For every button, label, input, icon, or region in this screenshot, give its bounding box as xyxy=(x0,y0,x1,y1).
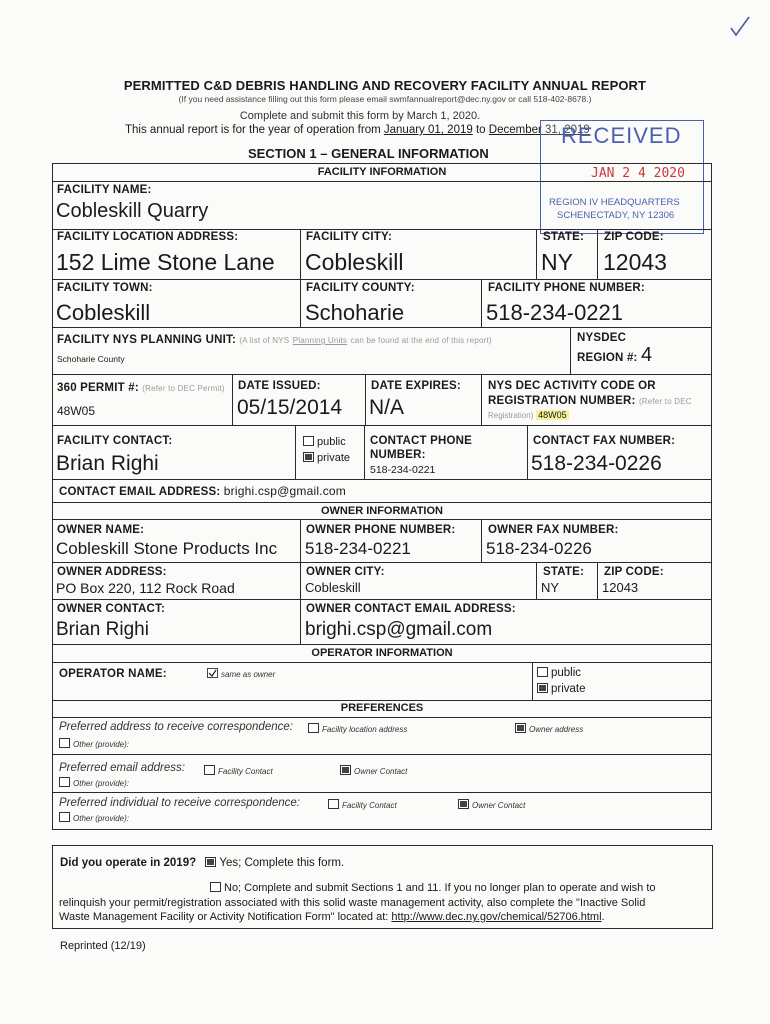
owner-state-label: STATE: xyxy=(543,566,585,578)
owner-contact-label: OWNER CONTACT: xyxy=(57,603,165,615)
operator-public-option[interactable] xyxy=(537,667,581,679)
same-as-owner-label: same as owner xyxy=(221,670,276,679)
operate-end: . xyxy=(601,911,605,923)
operator-public-label: public xyxy=(551,667,582,679)
activity-label-text: REGISTRATION NUMBER: xyxy=(488,395,636,407)
contact-private-option[interactable] xyxy=(303,452,350,464)
facility-address-label: FACILITY LOCATION ADDRESS: xyxy=(57,231,239,243)
year-prefix: This annual report is for the year of operation from xyxy=(125,124,381,136)
owner-address-label: OWNER ADDRESS: xyxy=(57,566,167,578)
pref-email-question: Preferred email address: xyxy=(59,762,185,774)
pref-individual-other[interactable] xyxy=(59,812,129,823)
pref-address-facility[interactable] xyxy=(308,723,407,734)
pref-address-facility-checkbox[interactable] xyxy=(308,723,319,733)
operate-no-line2: relinquish your permit/registration associated with this solid waste management activity, also complete the "Inactive Solid xyxy=(59,897,646,909)
issued-label: DATE ISSUED: xyxy=(238,380,321,392)
operate-no-checkbox[interactable] xyxy=(210,882,221,892)
facility-zip-label: ZIP CODE: xyxy=(604,231,664,243)
operate-yes-checkbox[interactable] xyxy=(205,857,216,867)
activity-label-2 xyxy=(488,395,692,407)
pref-address-owner[interactable] xyxy=(515,723,583,734)
facility-phone-value: 518-234-0221 xyxy=(486,300,624,325)
region-label-2: REGION #: xyxy=(577,352,638,364)
contact-fax-value: 518-234-0226 xyxy=(531,452,662,475)
pref-address-other-label: Other (provide): xyxy=(73,740,130,749)
activity-label-1: NYS DEC ACTIVITY CODE OR xyxy=(488,380,656,392)
operator-band: OPERATOR INFORMATION xyxy=(311,647,453,659)
facility-address-value: 152 Lime Stone Lane xyxy=(56,249,275,275)
planning-unit-label-text: FACILITY NYS PLANNING UNIT: xyxy=(57,334,236,346)
activity-hint-b: Registration) xyxy=(488,411,534,420)
contact-email-value: brighi.csp@gmail.com xyxy=(223,484,346,498)
operate-no-line3-row xyxy=(59,911,605,923)
pref-email-facility-label: Facility Contact xyxy=(218,767,273,776)
pref-individual-facility-checkbox[interactable] xyxy=(328,799,339,809)
facility-name-label: FACILITY NAME: xyxy=(57,184,152,196)
contact-public-option[interactable] xyxy=(303,436,346,448)
preferences-band: PREFERENCES xyxy=(340,702,424,714)
planning-unit-label xyxy=(57,334,492,346)
contact-phone-value: 518-234-0221 xyxy=(370,464,436,476)
facility-state-value: NY xyxy=(541,249,573,275)
operator-private-checkbox[interactable] xyxy=(537,683,548,693)
pref-email-facility[interactable] xyxy=(204,765,273,776)
operator-private-label: private xyxy=(551,683,586,695)
pref-address-other[interactable] xyxy=(59,738,129,749)
contact-phone-label-2: NUMBER: xyxy=(370,449,426,461)
facility-contact-value: Brian Righi xyxy=(56,452,159,475)
facility-phone-label: FACILITY PHONE NUMBER: xyxy=(488,282,645,294)
pref-individual-other-label: Other (provide): xyxy=(73,814,130,823)
owner-zip-label: ZIP CODE: xyxy=(604,566,664,578)
facility-city-label: FACILITY CITY: xyxy=(306,231,393,243)
reprinted-footer: Reprinted (12/19) xyxy=(60,940,146,952)
facility-town-value: Cobleskill xyxy=(56,300,151,325)
stamp-city: SCHENECTADY, NY 12306 xyxy=(557,210,675,221)
operate-no-line1: No; Complete and submit Sections 1 and 11. If you no longer plan to operate and wish to xyxy=(224,882,656,894)
expires-label: DATE EXPIRES: xyxy=(371,380,461,392)
permit-value: 48W05 xyxy=(57,404,96,418)
owner-contact-value: Brian Righi xyxy=(56,619,149,640)
contact-fax-label: CONTACT FAX NUMBER: xyxy=(533,435,676,447)
facility-contact-label: FACILITY CONTACT: xyxy=(57,435,173,447)
owner-email-value: brighi.csp@gmail.com xyxy=(305,619,493,640)
stamp-date: JAN 2 4 2020 xyxy=(591,166,685,181)
planning-units-link[interactable]: Planning Units xyxy=(292,336,348,345)
stamp-region: REGION IV HEADQUARTERS xyxy=(549,197,680,208)
region-label-1: NYSDEC xyxy=(577,332,627,344)
owner-fax-value: 518-234-0226 xyxy=(486,539,592,558)
pref-individual-owner-checkbox[interactable] xyxy=(458,799,469,809)
form-title: PERMITTED C&D DEBRIS HANDLING AND RECOVERY FACILITY ANNUAL REPORT xyxy=(123,78,647,93)
facility-state-label: STATE: xyxy=(543,231,585,243)
pref-email-facility-checkbox[interactable] xyxy=(204,765,215,775)
operator-private-option[interactable] xyxy=(537,683,586,695)
pref-email-owner[interactable] xyxy=(340,765,407,776)
section-title: SECTION 1 – GENERAL INFORMATION xyxy=(248,146,489,161)
facility-county-value: Schoharie xyxy=(305,300,405,325)
planning-hint-b: can be found at the end of this report) xyxy=(350,336,492,345)
submit-deadline: Complete and submit this form by March 1, 2020. xyxy=(239,110,481,122)
private-checkbox[interactable] xyxy=(303,452,314,462)
owner-city-value: Cobleskill xyxy=(305,580,361,595)
activity-value: 48W05 xyxy=(538,410,567,420)
operate-no-row xyxy=(210,882,656,894)
pref-email-owner-checkbox[interactable] xyxy=(340,765,351,775)
public-label: public xyxy=(317,436,346,448)
pref-email-other[interactable] xyxy=(59,777,129,788)
pref-individual-facility[interactable] xyxy=(328,799,397,810)
pref-individual-question: Preferred individual to receive correspondence: xyxy=(59,797,300,809)
region-value: 4 xyxy=(641,344,653,366)
pref-address-other-checkbox[interactable] xyxy=(59,738,70,748)
assist-line: (If you need assistance filling out this form please email swmfannualreport@dec.ny.gov or call 518-402-8678.) xyxy=(178,94,592,104)
owner-address-value: PO Box 220, 112 Rock Road xyxy=(56,580,235,596)
owner-name-label: OWNER NAME: xyxy=(57,524,145,536)
inactive-form-link[interactable]: http://www.dec.ny.gov/chemical/52706.html xyxy=(391,911,602,923)
operate-question: Did you operate in 2019? xyxy=(60,857,197,869)
pref-email-other-checkbox[interactable] xyxy=(59,777,70,787)
operate-yes-label: Yes; Complete this form. xyxy=(219,857,345,869)
pref-email-owner-label: Owner Contact xyxy=(354,767,408,776)
same-as-owner-checkbox[interactable] xyxy=(207,668,218,678)
owner-phone-value: 518-234-0221 xyxy=(305,539,411,558)
year-to-word: to xyxy=(475,124,486,136)
operate-question-row xyxy=(60,857,344,869)
owner-email-label: OWNER CONTACT EMAIL ADDRESS: xyxy=(306,603,516,615)
pref-individual-other-checkbox[interactable] xyxy=(59,812,70,822)
owner-fax-label: OWNER FAX NUMBER: xyxy=(488,524,619,536)
permit-hint: (Refer to DEC Permit) xyxy=(142,384,225,393)
permit-label xyxy=(57,382,225,394)
facility-name-value: Cobleskill Quarry xyxy=(56,200,209,222)
facility-band: FACILITY INFORMATION xyxy=(317,166,447,178)
owner-city-label: OWNER CITY: xyxy=(306,566,385,578)
owner-band: OWNER INFORMATION xyxy=(320,505,443,517)
contact-phone-label-1: CONTACT PHONE xyxy=(370,435,473,447)
year-of-operation xyxy=(125,124,590,136)
owner-zip-value: 12043 xyxy=(602,580,639,595)
contact-email-row xyxy=(59,484,346,498)
pref-address-owner-checkbox[interactable] xyxy=(515,723,526,733)
planning-hint-a: (A list of NYS xyxy=(239,336,290,345)
contact-email-label: CONTACT EMAIL ADDRESS: xyxy=(59,486,221,498)
facility-town-label: FACILITY TOWN: xyxy=(57,282,153,294)
year-to: December 31, 2019 xyxy=(488,124,590,136)
planning-unit-value: Schoharie County xyxy=(57,354,125,364)
facility-county-label: FACILITY COUNTY: xyxy=(306,282,415,294)
operator-name-label: OPERATOR NAME: xyxy=(59,668,167,680)
operate-no-line3: Waste Management Facility or Activity Notification Form" located at: xyxy=(59,911,389,923)
operator-public-checkbox[interactable] xyxy=(537,667,548,677)
stamp-received: RECEIVED xyxy=(561,123,682,148)
pref-individual-owner-label: Owner Contact xyxy=(472,801,526,810)
permit-label-text: 360 PERMIT #: xyxy=(57,382,139,394)
activity-hint-a: (Refer to DEC xyxy=(638,397,692,406)
year-from: January 01, 2019 xyxy=(383,124,473,136)
pref-address-question: Preferred address to receive correspondence: xyxy=(59,721,293,733)
facility-zip-value: 12043 xyxy=(603,249,667,275)
pref-address-facility-label: Facility location address xyxy=(322,725,408,734)
facility-city-value: Cobleskill xyxy=(305,249,404,275)
checkmark-icon xyxy=(728,14,752,38)
owner-state-value: NY xyxy=(541,580,560,595)
same-as-owner-option[interactable] xyxy=(207,668,275,679)
pref-address-owner-label: Owner address xyxy=(529,725,584,734)
owner-phone-label: OWNER PHONE NUMBER: xyxy=(306,524,456,536)
public-checkbox[interactable] xyxy=(303,436,314,446)
owner-name-value: Cobleskill Stone Products Inc xyxy=(56,539,278,558)
private-label: private xyxy=(317,452,351,464)
issued-value: 05/15/2014 xyxy=(237,396,343,419)
activity-row xyxy=(488,410,569,421)
pref-individual-owner[interactable] xyxy=(458,799,525,810)
pref-individual-facility-label: Facility Contact xyxy=(342,801,397,810)
expires-value: N/A xyxy=(369,396,405,419)
pref-email-other-label: Other (provide): xyxy=(73,779,130,788)
